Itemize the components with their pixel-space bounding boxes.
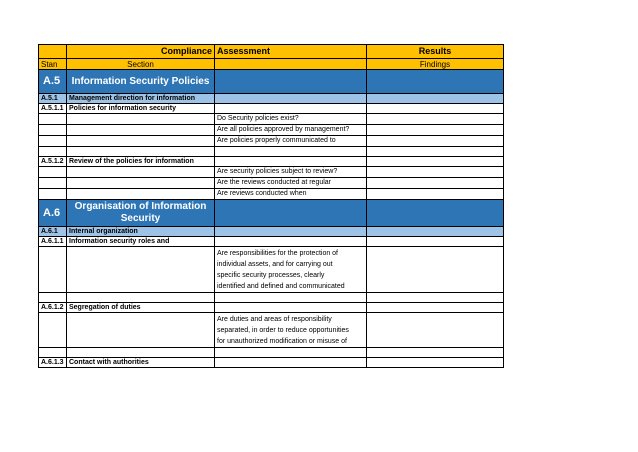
subcategory-code[interactable]: A.6.1 <box>39 227 67 237</box>
cell[interactable] <box>367 200 504 227</box>
question-row <box>39 125 504 136</box>
cell[interactable] <box>367 147 504 157</box>
cell[interactable] <box>215 358 367 368</box>
control-code[interactable]: A.6.1.1 <box>39 237 67 247</box>
cell[interactable] <box>367 227 504 237</box>
cell[interactable] <box>215 303 367 313</box>
subcategory-code[interactable]: A.5.1 <box>39 94 67 104</box>
finding-cell[interactable] <box>367 247 504 293</box>
finding-cell[interactable] <box>367 114 504 125</box>
category-row-a6 <box>39 200 504 227</box>
cell[interactable] <box>215 227 367 237</box>
question-row <box>39 247 504 293</box>
cell[interactable] <box>367 237 504 247</box>
finding-cell[interactable] <box>367 167 504 178</box>
subcategory-label[interactable]: Management direction for information <box>67 94 215 104</box>
cell[interactable] <box>67 167 215 178</box>
cell[interactable] <box>39 147 67 157</box>
cell[interactable] <box>39 293 67 303</box>
question-row <box>39 178 504 189</box>
cell[interactable] <box>67 114 215 125</box>
header-row-1 <box>39 45 504 59</box>
header-assessment[interactable]: Assessment <box>215 45 367 59</box>
cell[interactable] <box>215 94 367 104</box>
cell[interactable] <box>215 157 367 167</box>
finding-cell[interactable] <box>367 189 504 200</box>
cell[interactable] <box>367 157 504 167</box>
finding-cell[interactable] <box>367 125 504 136</box>
cell[interactable] <box>367 94 504 104</box>
question-line: for unauthorized modification or misuse of <box>217 337 347 345</box>
cell[interactable] <box>39 313 67 348</box>
cell[interactable] <box>367 293 504 303</box>
question-line: specific security processes, clearly <box>217 271 325 279</box>
control-code[interactable]: A.6.1.2 <box>39 303 67 313</box>
question-text[interactable]: Are policies properly communicated to <box>215 136 367 147</box>
cell[interactable] <box>367 70 504 94</box>
question-row <box>39 313 504 348</box>
control-row <box>39 358 504 368</box>
cell[interactable] <box>67 293 215 303</box>
question-line: identified and defined and communicated <box>217 282 345 290</box>
subcategory-row <box>39 94 504 104</box>
question-line: Are duties and areas of responsibility <box>217 315 332 323</box>
question-line: separated, in order to reduce opportunities <box>217 326 349 334</box>
category-title[interactable]: Information Security Policies <box>67 70 215 94</box>
control-label[interactable]: Segregation of duties <box>67 303 215 313</box>
cell[interactable] <box>215 200 367 227</box>
header-section[interactable]: Section <box>67 59 215 70</box>
cell[interactable] <box>39 247 67 293</box>
subcategory-row <box>39 227 504 237</box>
control-label[interactable]: Information security roles and <box>67 237 215 247</box>
cell[interactable] <box>67 348 215 358</box>
control-row <box>39 237 504 247</box>
cell[interactable] <box>215 237 367 247</box>
cell[interactable] <box>367 358 504 368</box>
cell[interactable] <box>39 167 67 178</box>
control-code[interactable]: A.6.1.3 <box>39 358 67 368</box>
question-text[interactable] <box>215 247 367 293</box>
question-row <box>39 189 504 200</box>
cell[interactable] <box>215 348 367 358</box>
cell[interactable] <box>67 313 215 348</box>
header-findings[interactable]: Findings <box>367 59 504 70</box>
control-label[interactable]: Policies for information security <box>67 104 215 114</box>
header-row-2 <box>39 59 504 70</box>
cell[interactable] <box>215 147 367 157</box>
control-code[interactable]: A.5.1.1 <box>39 104 67 114</box>
question-text[interactable] <box>215 313 367 348</box>
question-line: individual assets, and for carrying out <box>217 260 333 268</box>
cell[interactable] <box>215 59 367 70</box>
compliance-sheet <box>38 44 504 368</box>
question-text[interactable]: Are the reviews conducted at regular <box>215 178 367 189</box>
control-label[interactable]: Review of the policies for information <box>67 157 215 167</box>
question-text[interactable]: Are reviews conducted when <box>215 189 367 200</box>
category-code[interactable]: A.5 <box>39 70 67 94</box>
finding-cell[interactable] <box>367 136 504 147</box>
category-row-a5 <box>39 70 504 94</box>
cell[interactable] <box>67 136 215 147</box>
cell[interactable] <box>39 114 67 125</box>
question-row <box>39 114 504 125</box>
cell[interactable] <box>67 125 215 136</box>
cell[interactable] <box>39 189 67 200</box>
cell[interactable] <box>67 247 215 293</box>
blank-row <box>39 348 504 358</box>
control-row <box>39 157 504 167</box>
finding-cell[interactable] <box>367 178 504 189</box>
subcategory-label[interactable]: Internal organization <box>67 227 215 237</box>
cell[interactable] <box>215 293 367 303</box>
cell[interactable] <box>215 70 367 94</box>
blank-row <box>39 293 504 303</box>
cell[interactable] <box>39 178 67 189</box>
control-code[interactable]: A.5.1.2 <box>39 157 67 167</box>
cell[interactable] <box>39 125 67 136</box>
question-text[interactable]: Are all policies approved by management? <box>215 125 367 136</box>
cell[interactable] <box>367 104 504 114</box>
category-code[interactable]: A.6 <box>39 200 67 227</box>
header-stan[interactable]: Stan <box>39 59 67 70</box>
cell[interactable] <box>39 348 67 358</box>
blank-row <box>39 147 504 157</box>
cell[interactable] <box>67 147 215 157</box>
cell[interactable] <box>39 45 67 59</box>
control-label[interactable]: Contact with authorities <box>67 358 215 368</box>
header-compliance[interactable]: Compliance <box>67 45 215 59</box>
header-results[interactable]: Results <box>367 45 504 59</box>
category-title[interactable]: Organisation of Information Security <box>67 200 215 227</box>
finding-cell[interactable] <box>367 313 504 348</box>
question-row <box>39 167 504 178</box>
question-text[interactable]: Do Security policies exist? <box>215 114 367 125</box>
cell[interactable] <box>39 136 67 147</box>
cell[interactable] <box>215 104 367 114</box>
question-row <box>39 136 504 147</box>
cell[interactable] <box>367 303 504 313</box>
control-row <box>39 303 504 313</box>
cell[interactable] <box>67 178 215 189</box>
cell[interactable] <box>67 189 215 200</box>
control-row <box>39 104 504 114</box>
cell[interactable] <box>367 348 504 358</box>
question-text[interactable]: Are security policies subject to review? <box>215 167 367 178</box>
question-line: Are responsibilities for the protection of <box>217 249 339 257</box>
